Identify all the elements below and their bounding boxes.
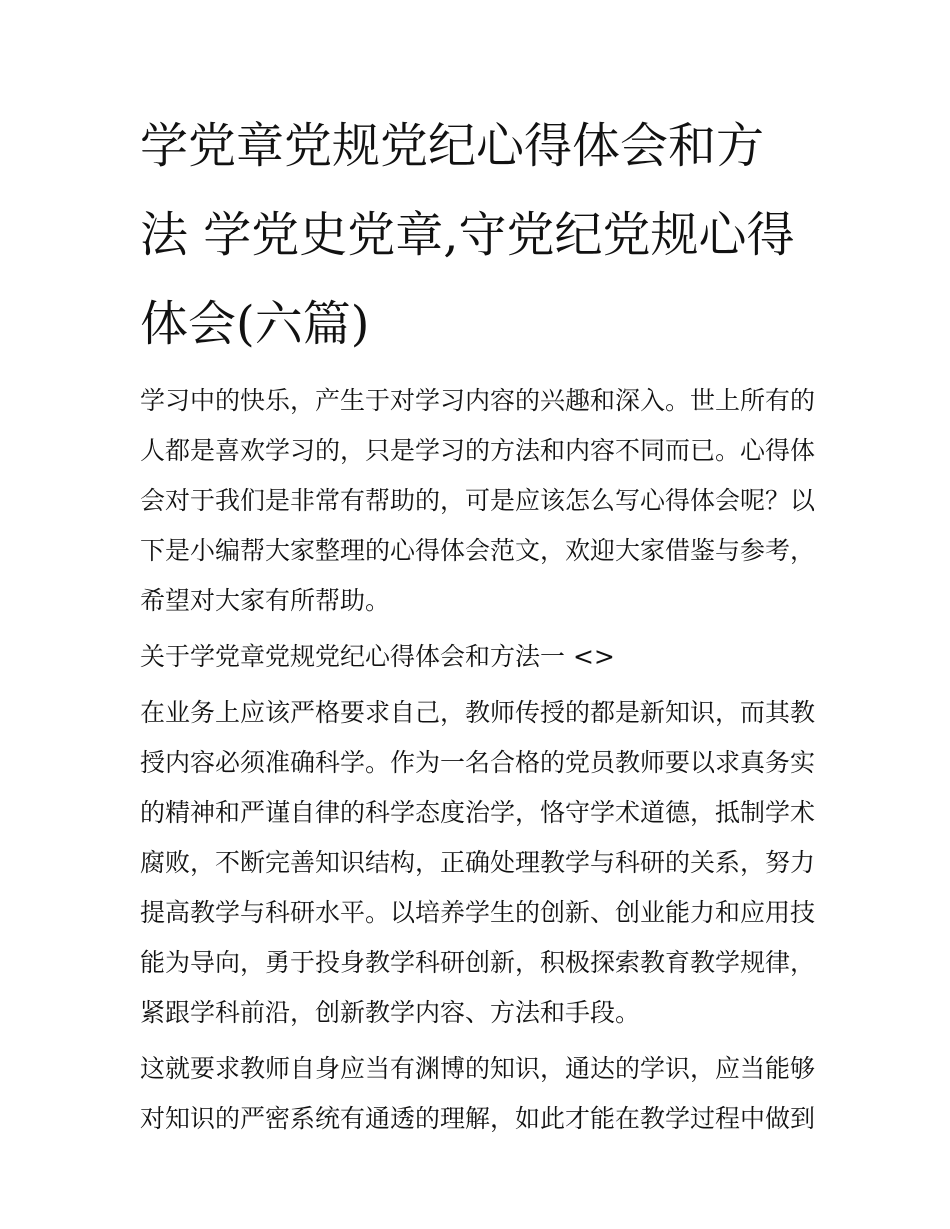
paragraph-line: 提高教学与科研水平。以培养学生的创新、创业能力和应用技 <box>140 898 816 927</box>
document-body <box>140 376 816 1144</box>
title-line: 体会(六篇) <box>140 296 370 352</box>
paragraph-line: 紧跟学科前沿，创新教学内容、方法和手段。 <box>140 998 641 1027</box>
paragraph-line: 希望对大家有所帮助。 <box>140 586 391 615</box>
paragraph-line: 授内容必须准确科学。作为一名合格的党员教师要以求真务实 <box>140 748 816 777</box>
body-paragraph-2 <box>140 1044 816 1144</box>
paragraph-line: 下是小编帮大家整理的心得体会范文，欢迎大家借鉴与参考， <box>140 536 816 565</box>
title-line: 法 学党史党章,守党纪党规心得 <box>140 207 795 263</box>
title-line: 学党章党规党纪心得体会和方 <box>140 118 765 174</box>
paragraph-line: 能为导向，勇于投身教学科研创新，积极探索教育教学规律， <box>140 948 816 977</box>
paragraph-line: 这就要求教师自身应当有渊博的知识，通达的学识，应当能够 <box>140 1054 816 1083</box>
section-heading-text: 关于学党章党规党纪心得体会和方法一 <> <box>140 642 615 671</box>
document-title <box>140 102 812 369</box>
body-paragraph-1 <box>140 688 816 1038</box>
intro-paragraph <box>140 376 816 626</box>
document-page <box>140 102 816 1150</box>
paragraph-line: 在业务上应该严格要求自己，教师传授的都是新知识，而其教 <box>140 698 816 727</box>
paragraph-line: 对知识的严密系统有通透的理解，如此才能在教学过程中做到 <box>140 1104 816 1133</box>
paragraph-line: 会对于我们是非常有帮助的，可是应该怎么写心得体会呢？以 <box>140 486 816 515</box>
paragraph-line: 学习中的快乐，产生于对学习内容的兴趣和深入。世上所有的 <box>140 386 816 415</box>
section-heading <box>140 632 812 682</box>
paragraph-line: 人都是喜欢学习的，只是学习的方法和内容不同而已。心得体 <box>140 436 816 465</box>
paragraph-line: 的精神和严谨自律的科学态度治学，恪守学术道德，抵制学术 <box>140 798 816 827</box>
paragraph-line: 腐败，不断完善知识结构，正确处理教学与科研的关系，努力 <box>140 848 816 877</box>
